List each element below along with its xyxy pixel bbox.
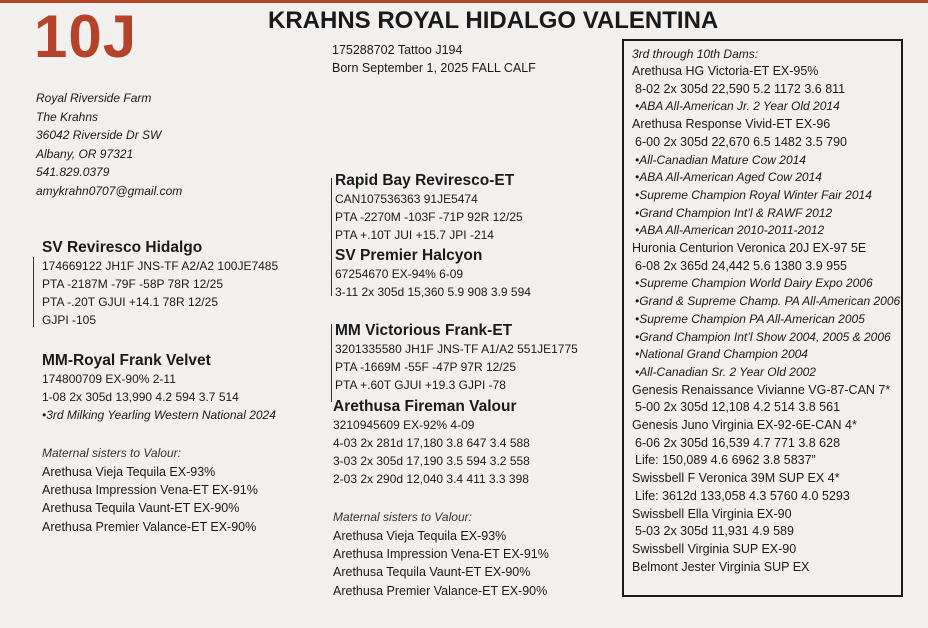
maternal-sister: Arethusa Vieja Tequila EX-93% [333,529,507,543]
dam-record: 8-02 2x 305d 22,590 5.2 1172 3.6 811 [635,81,846,96]
sires-dam-line: 3-11 2x 305d 15,360 5.9 908 3.9 594 [335,285,531,299]
dams-sire-line: 3201335580 JH1F JNS-TF A1/A2 551JE1775 [335,342,578,356]
dam-name: Swissbell F Veronica 39M SUP EX 4* [632,471,840,486]
dams-dam-name: Arethusa Fireman Valour [333,398,517,415]
dam-honor: •Supreme Champion Royal Winter Fair 2014 [635,187,872,202]
sire-bracket [33,257,34,327]
registration-line: 175288702 Tattoo J194 [332,43,463,57]
sire-side-bracket [331,178,332,296]
maternal-sister: Arethusa Premier Valance-ET EX-90% [42,519,257,534]
dam-honor: •Supreme Champion World Dairy Expo 2006 [635,276,873,291]
sire-line: 174669122 JH1F JNS-TF A2/A2 100JE7485 [42,259,279,273]
sires-dam-block [335,246,531,301]
dam-record: Life: 150,089 4.6 6962 3.8 5837” [635,453,816,468]
dam-honor: •All-Canadian Mature Cow 2014 [635,152,806,167]
dam-honor: •ABA All-American Jr. 2 Year Old 2014 [635,99,840,114]
farm-name: Royal Riverside Farm [36,91,152,105]
dams-dam-block [333,397,530,488]
sires-sire-line: CAN107536363 91JE5474 [335,192,478,206]
dam-record: 6-08 2x 365d 24,442 5.6 1380 3.9 955 [635,258,847,273]
street-address: 36042 Riverside Dr SW [36,128,162,142]
sire-line: PTA -.20T GJUI +14.1 78R 12/25 [42,295,218,309]
maternal-sister: Arethusa Tequila Vaunt-ET EX-90% [42,501,240,516]
city-state: Albany, OR 97321 [36,146,134,161]
maternal-sister: Arethusa Premier Valance-ET EX-90% [333,583,548,598]
dams-sire-block [335,321,578,394]
dam-honor: •ABA All-American Aged Cow 2014 [635,170,822,185]
maternal-sister: Arethusa Tequila Vaunt-ET EX-90% [333,565,531,580]
sire-block [42,238,278,329]
sire-line: GJPI -105 [42,313,97,327]
dam-name: Arethusa HG Victoria-ET EX-95% [632,64,819,78]
extended-dams-list [632,63,901,576]
dam-record: 5-03 2x 305d 11,931 4.9 589 [635,524,794,539]
dam-honor: •All-Canadian Sr. 2 Year Old 2002 [635,364,816,379]
sires-sire-name: Rapid Bay Reviresco-ET [335,172,515,189]
dam-honor: •ABA All-American 2010-2011-2012 [635,223,825,238]
sire-line: PTA -2187M -79F -58P 78R 12/25 [42,277,223,291]
extended-dams-box [622,39,903,597]
dams-dam-line: 3210945609 EX-92% 4-09 [333,418,475,432]
dam-line: 174800709 EX-90% 2-11 [42,372,176,386]
dam-name: Genesis Renaissance Vivianne VG-87-CAN 7* [632,382,891,397]
extended-dams-header: 3rd through 10th Dams: [632,47,759,61]
dams-dam-line: 2-03 2x 290d 12,040 3.4 411 3.3 398 [333,472,529,486]
maternal-sister: Arethusa Impression Vena-ET EX-91% [333,547,549,562]
dam-honor: •Grand Champion Int’l & RAWF 2012 [635,205,833,220]
dams-sire-line: PTA +.60T GJUI +19.3 GJPI -78 [335,378,506,392]
sires-dam-name: SV Premier Halcyon [335,247,483,264]
dam-record: 6-06 2x 305d 16,539 4.7 771 3.8 628 [635,435,841,450]
registration-block [332,41,536,77]
dams-sire-line: PTA -1669M -55F -47P 97R 12/25 [335,360,516,374]
dam-honor: •Grand & Supreme Champ. PA All-American 2006 [635,294,901,309]
dam-side-bracket [331,324,332,402]
dam-record: 5-00 2x 305d 12,108 4.2 514 3.8 561 [635,400,841,415]
maternal-sister: Arethusa Impression Vena-ET EX-91% [42,483,258,498]
lot-number: 10J [34,3,138,70]
dams-dam-line: 3-03 2x 305d 17,190 3.5 594 3.2 558 [333,454,530,468]
page-title: KRAHNS ROYAL HIDALGO VALENTINA [268,7,719,34]
dam-honor: •National Grand Champion 2004 [635,347,808,362]
sire-name: SV Reviresco Hidalgo [42,239,203,256]
owner-name: The Krahns [36,109,99,124]
sires-dam-line: 67254670 EX-94% 6-09 [335,267,464,281]
dam-name: Arethusa Response Vivid-ET EX-96 [632,117,831,132]
dam-name: Belmont Jester Virginia SUP EX [632,559,810,574]
dam-honor: •Grand Champion Int’l Show 2004, 2005 & 2006 [635,329,891,344]
top-accent-bar [0,0,928,3]
maternal-sisters-header: Maternal sisters to Valour: [42,446,181,460]
maternal-sister: Arethusa Vieja Tequila EX-93% [42,465,216,479]
dam-honor: •Supreme Champion PA All-American 2005 [635,311,865,326]
dam-name: MM-Royal Frank Velvet [42,352,211,369]
dam-note: •3rd Milking Yearling Western National 2024 [42,408,276,422]
birth-line: Born September 1, 2025 FALL CALF [332,61,536,75]
email: amykrahn0707@gmail.com [36,183,183,198]
consignor-block [36,89,182,200]
dam-line: 1-08 2x 305d 13,990 4.2 594 3.7 514 [42,390,239,404]
dam-name: Huronia Centurion Veronica 20J EX-97 5E [632,241,867,256]
maternal-sisters-middle [333,508,549,600]
dam-name: Swissbell Virginia SUP EX-90 [632,541,797,556]
dams-dam-line: 4-03 2x 281d 17,180 3.8 647 3.4 588 [333,436,530,450]
dams-sire-name: MM Victorious Frank-ET [335,322,513,339]
dam-block [42,351,276,424]
dam-record: Life: 3612d 133,058 4.3 5760 4.0 5293 [635,488,850,503]
maternal-sisters-header: Maternal sisters to Valour: [333,510,472,524]
sires-sire-block [335,171,523,244]
sires-sire-line: PTA +.10T JUI +15.7 JPI -214 [335,228,494,242]
dam-record: 6-00 2x 305d 22,670 6.5 1482 3.5 790 [635,134,847,149]
maternal-sisters-left [42,444,258,536]
sires-sire-line: PTA -2270M -103F -71P 92R 12/25 [335,210,523,224]
phone: 541.829.0379 [36,165,110,179]
dam-name: Genesis Juno Virginia EX-92-6E-CAN 4* [632,418,857,433]
dam-name: Swissbell Ella Virginia EX-90 [632,506,792,521]
